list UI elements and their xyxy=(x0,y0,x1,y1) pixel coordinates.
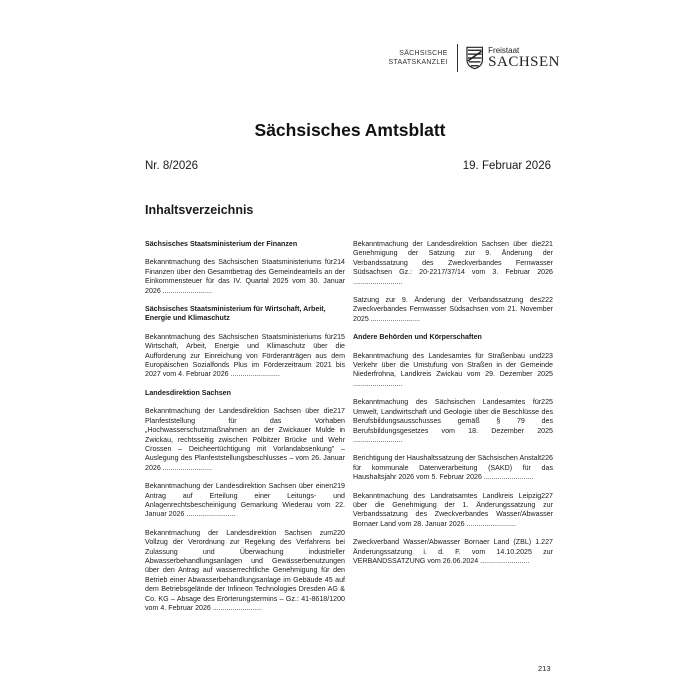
toc-leader-dots: ......................... xyxy=(483,473,534,482)
toc-leader-dots: ......................... xyxy=(353,277,403,286)
page-title: Sächsisches Amtsblatt xyxy=(254,120,446,140)
logo-left-line-2: STAATSKANZLEI xyxy=(388,59,448,66)
toc-page-number: 219 xyxy=(333,482,345,491)
toc-entry[interactable] xyxy=(145,258,345,296)
toc-page-number: 221 xyxy=(541,240,553,248)
toc-right-column xyxy=(353,240,553,575)
toc-section-heading: Sächsisches Staatsministerium der Finanzen xyxy=(145,240,298,248)
toc-entry[interactable] xyxy=(353,240,553,287)
toc-leader-dots: ......................... xyxy=(370,314,421,323)
toc-leader-dots: ......................... xyxy=(230,370,280,379)
toc-entry[interactable] xyxy=(353,398,553,445)
toc-entry-text: Zweckverband Wasser/Abwasser Bornaer Land (ZBL) 1. Änderungssatzung i. d. F. vom 14.10.2025 zur VERBANDSSATZUNG vom 26.06.2024 xyxy=(353,538,553,565)
toc-entry-text: Bekanntmachung des Sächsischen Landesamtes für Umwelt, Landwirtschaft und Geologie über die Beschlüsse des Berufsbildungsausschusses gemäß § 79 des Berufsbildungsgesetzes vom 18. Dezember 2025 xyxy=(353,398,553,435)
toc-section-heading: Sächsisches Staatsministerium für Wirtschaft, Arbeit, Energie und Klimaschutz xyxy=(145,305,326,323)
issue-number: Nr. 8/2026 xyxy=(145,160,199,172)
toc-leader-dots: ......................... xyxy=(162,286,213,295)
toc-page-number: 217 xyxy=(333,407,345,416)
toc-heading: Inhaltsverzeichnis xyxy=(145,203,254,217)
toc-entry-text: Bekanntmachung des Sächsischen Staatsministeriums für Finanzen über den Gesamtbetrag des Gemeindeanteils an der Einkommensteuer für das IV. Quartal 2025 vom 30. Januar 2026 xyxy=(145,258,345,295)
toc-entry[interactable] xyxy=(145,482,345,520)
toc-entry[interactable] xyxy=(353,538,553,566)
toc-entry-text: Bekanntmachung des Sächsischen Staatsministeriums für Wirtschaft, Arbeit, Energie und Klimaschutz über die Aufforderung zur Einreichung von Förderanträgen aus dem Europäischen Sozialfonds Plus im Förderzeitraum 2021 bis 2027 vom 4. Februar 2026 xyxy=(145,332,345,379)
toc-entry[interactable] xyxy=(145,407,345,473)
toc-entry[interactable] xyxy=(353,492,553,530)
toc-entry-text: Bekanntmachung des Landratsamtes Landkreis Leipzig über die Genehmigung der 1. Änderungssatzung zur Verbandssatzung des Zweckverbandes Wasser/Abwasser Bornaer Land vom 28. Januar 2026 xyxy=(353,491,553,528)
toc-leader-dots: ......................... xyxy=(480,556,530,565)
toc-page-number: 223 xyxy=(541,351,553,360)
toc-page-number: 226 xyxy=(541,454,553,463)
logo-left-line-1: SÄCHSISCHE xyxy=(399,50,448,57)
toc-entry-text: Berichtigung der Haushaltssatzung der Sächsischen Anstalt für kommunale Datenverarbeitung (SAKD) für das Haushaltsjahr 2026 vom 5. Februar 2026 xyxy=(353,454,553,482)
toc-page-number: 220 xyxy=(333,528,345,537)
toc-entry-text: Bekanntmachung des Landesamtes für Straßenbau und Verkehr über die Umstufung von Straßen in der Gemeinde Niederfrohna, Landkreis Zwickau vom 29. Dezember 2025 xyxy=(353,351,553,379)
toc-leader-dots: ......................... xyxy=(353,379,403,388)
header-logo xyxy=(380,42,560,74)
toc-section-heading: Andere Behörden und Körperschaften xyxy=(353,333,482,342)
logo-divider xyxy=(457,44,458,72)
toc-entry-text: Bekanntmachung der Landesdirektion Sachsen über einen Antrag auf Erteilung einer Leitungs- und Anlagenrechtsbescheinigung Gemarkung Wiederau vom 22. Januar 2026 xyxy=(145,482,345,519)
toc-entry-text: Satzung zur 9. Änderung der Verbandssatzung des Zweckverbandes Fernwasser Südsachsen vom 21. November 2025 xyxy=(353,296,553,323)
toc-leader-dots: ......................... xyxy=(353,435,403,444)
toc-leader-dots: ......................... xyxy=(186,510,236,519)
toc-entry-text: Bekanntmachung der Landesdirektion Sachsen über die Planfeststellung für das Vorhaben „Hochwasserschutzmaßnahmen an der Zwickauer Mulde in Zwickau, rechtsseitig zwischen Pölbitzer Brücke und Wehr Crossen – Deicheertüchtigung mit Vorlandabsenkung" – Auslegung des Planfeststellungsbeschlusses – vom 26. Januar 2026 xyxy=(145,407,345,472)
toc-page-number: 225 xyxy=(541,398,553,407)
issue-date: 19. Februar 2026 xyxy=(462,160,551,172)
saxony-coat-of-arms-icon xyxy=(466,46,483,70)
toc-entry-text: Bekanntmachung der Landesdirektion Sachsen über die Genehmigung der Satzung zur 9. Änderung der Verbandssatzung des Zweckverbandes Fernwasser Südsachsen Gz.: 20-2217/37/14 vom 3. Februar 2026 xyxy=(353,240,553,277)
toc-entry-text: Bekanntmachung der Landesdirektion Sachsen zum Vollzug der Verordnung zur Regelung des Verfahrens bei Zulassung und Überwachung industrieller Abwasserbehandlungsanlagen und Gewässerbenutzungen über den Antrag auf wasserrechtliche Genehmigung für den Betrieb einer Abwasserbehandlungsanlage im Gebäude 45 auf dem Betriebsgelände der Infineon Technologies Dresden AG & Co. KG – Absage des Erörterungstermins – Gz.: 41-8618/1200 vom 4. Februar 2026 xyxy=(145,528,345,612)
page-number: 213 xyxy=(538,664,551,673)
logo-freistaat: Freistaat xyxy=(488,46,520,55)
toc-leader-dots: ......................... xyxy=(466,519,516,528)
toc-page-number: 227 xyxy=(541,491,553,500)
toc-entry[interactable] xyxy=(145,333,345,380)
toc-page-number: 227 xyxy=(541,538,553,547)
logo-freistaat-sachsen xyxy=(488,46,560,70)
logo-sachsen: SACHSEN xyxy=(488,54,560,70)
toc-left-column xyxy=(145,240,345,622)
toc-entry[interactable] xyxy=(353,352,553,390)
toc-page-number: 222 xyxy=(541,296,553,305)
toc-page-number: 215 xyxy=(333,332,345,341)
toc-entry[interactable] xyxy=(353,454,553,482)
toc-page-number: 214 xyxy=(333,258,345,267)
toc-leader-dots: ......................... xyxy=(212,604,263,612)
toc-section-heading: Landesdirektion Sachsen xyxy=(145,388,231,397)
toc-entry[interactable] xyxy=(353,296,553,324)
toc-leader-dots: ......................... xyxy=(162,463,213,472)
toc-entry[interactable] xyxy=(145,529,345,614)
logo-staatskanzlei-text xyxy=(380,49,448,67)
